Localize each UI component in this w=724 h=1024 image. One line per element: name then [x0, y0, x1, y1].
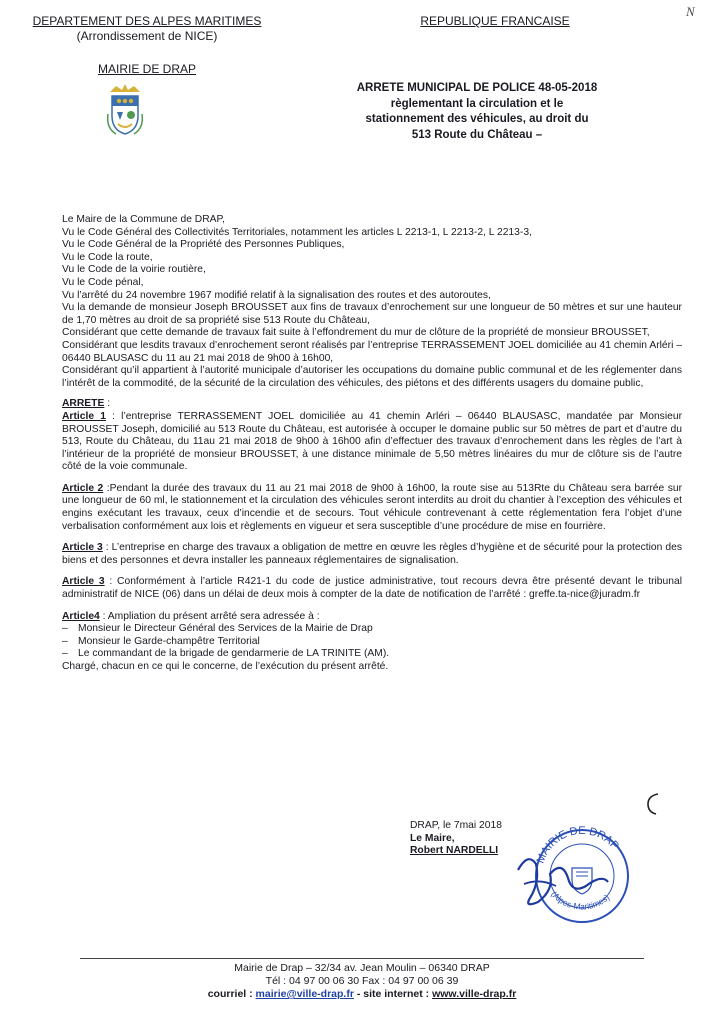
arrete-title [326, 81, 628, 143]
article-paragraph [62, 483, 682, 533]
considerant-paragraph: Considérant que lesdits travaux d’enrochement seront réalisés par l’entreprise TERRASSEMENT JOEL domiciliée au 41 chemin Arléri – 06440 BLAUSASC du 11 au 21 mai 2018 de 9h00 à 16h00, [62, 339, 682, 364]
mairie-stamp [510, 812, 650, 932]
recipient-text: Le commandant de la brigade de gendarmerie de LA TRINITE (AM). [78, 648, 390, 660]
site-label: - site internet : [353, 988, 433, 1000]
footer [80, 962, 644, 1001]
footer-contact [80, 988, 644, 1001]
dash-icon: – [62, 648, 68, 660]
footer-address: Mairie de Drap – 32/34 av. Jean Moulin – 06340 DRAP [234, 962, 490, 974]
vu-line: Vu le Code la route, [62, 251, 153, 263]
demande-paragraph: Vu la demande de monsieur Joseph BROUSSET aux fins de travaux d’enrochement sur une longueur de 50 mètres et sur une hauteur de 1,70 mètres au droit de sa propriété sise 513 Route du Château, [62, 302, 682, 326]
article-paragraph [62, 542, 682, 567]
dash-icon: – [62, 635, 68, 647]
title-line-2: règlementant la circulation et le [390, 97, 564, 110]
article-label: Article4 [62, 610, 100, 622]
article-paragraph [62, 576, 682, 601]
header-left [22, 14, 272, 44]
svg-text:(Alpes-Maritimes) [549, 889, 611, 911]
courriel-label: courriel : [207, 988, 256, 1000]
recipient-item [62, 636, 682, 649]
recipient-text: Monsieur le Directeur Général des Services de la Mairie de Drap [78, 623, 373, 635]
recipient-item [62, 648, 682, 661]
footer-rule [80, 958, 644, 959]
department-name: DEPARTEMENT DES ALPES MARITIMES [32, 14, 262, 28]
place-date: DRAP, le 7mai 2018 [410, 820, 502, 831]
vu-line: Vu le Code Général des Collectivités Territoriales, notamment les articles L 2213-1, L 2213-2, L 2213-3, [62, 226, 532, 238]
vu-line: Vu le Code Général de la Propriété des Personnes Publiques, [62, 239, 345, 251]
dash-icon: – [62, 623, 68, 635]
article-text: : Ampliation du présent arrêté sera adressée à : [99, 610, 320, 622]
title-line-3: stationnement des véhicules, au droit du [365, 113, 589, 125]
title-line-4: 513 Route du Château – [411, 128, 543, 141]
article-text: :Pendant la durée des travaux du 11 au 21 mai 2018 de 9h00 à 16h00, la route sise au 513Rte du Château sera barrée sur une longueur de 60 ml, le stationnement et la circulation des véhicules seront interdits au droit du chantier à l’exception des véhicules et engins exécutant les travaux, ceux d’incendie et de secours. Tout véhicule contrevenant à cette réglementation fera l’objet d’une verbalisation conformément aux lois et règlements en vigueur et sera susceptible d’une procédure de mise en fourrière. [62, 482, 683, 532]
stamp-top-text: MAIRIE DE DRAP [534, 824, 621, 866]
crest-logo [104, 84, 146, 136]
arrete-colon: : [104, 398, 111, 410]
mairie-name: MAIRIE DE DRAP [97, 62, 196, 76]
charge-line: Chargé, chacun en ce qui le concerne, de l’exécution du présent arrêté. [62, 661, 389, 672]
vu-line: Le Maire de la Commune de DRAP, [62, 214, 225, 225]
article-label: Article 3 [62, 576, 105, 588]
article-label: Article 3 [62, 542, 103, 554]
stamp-bottom-text: (Alpes-Maritimes) [549, 889, 612, 912]
arrondissement: (Arrondissement de NICE) [76, 29, 218, 43]
vu-line: Vu le Code pénal, [62, 276, 144, 288]
article-text: : L’entreprise en charge des travaux a obligation de mettre en œuvre les règles d’hygiène et de sécurité pour la protection des biens et des personnes et devra installer les panneaux réglementaires de signalisation. [62, 542, 682, 566]
arrete-heading [62, 398, 682, 411]
vu-line: Vu l’arrêté du 24 novembre 1967 modifié relatif à la signalisation des routes et des autoroutes, [62, 289, 491, 301]
vu-line: Vu le Code de la voirie routière, [62, 264, 206, 276]
article-label: Article 1 [62, 410, 106, 422]
website-link[interactable]: www.ville-drap.fr [432, 988, 517, 1000]
article-paragraph [62, 611, 682, 624]
considerant-paragraph: Considérant qu’il appartient à l’autorité municipale d’autoriser les occupations du domaine public communal et de les réglementer dans l’intérêt de la commodité, de la sécurité de la circulation des véhicules, des piétons et des différents usagers du domaine public, [62, 365, 682, 389]
article-paragraph [62, 411, 682, 474]
signatory-name: Robert NARDELLI [410, 845, 499, 857]
considerant-paragraph: Considérant que cette demande de travaux fait suite à l’effondrement du mur de clôture de la propriété de monsieur BROUSSET, [62, 327, 650, 339]
signatory-role: Le Maire, [410, 832, 455, 844]
recipient-text: Monsieur le Garde-champêtre Territorial [78, 635, 260, 647]
recipient-item [62, 623, 682, 636]
article-label: Article 2 [62, 482, 104, 494]
article-text: : Conformément à l’article R421-1 du code de justice administrative, tout recours devra être présenté devant le tribunal administratif de NICE (06) dans un délai de deux mois à compter de la date de notification de l’arrêté : greffe.ta-nice@juradm.fr [62, 576, 682, 601]
title-line-1: ARRETE MUNICIPAL DE POLICE 48-05-2018 [356, 82, 598, 94]
republique-francaise: REPUBLIQUE FRANCAISE [420, 14, 570, 28]
document-body [62, 214, 682, 674]
footer-phone: Tél : 04 97 00 06 30 Fax : 04 97 00 06 39 [265, 975, 459, 987]
corner-mark: N [686, 4, 695, 19]
article-text: : l’entreprise TERRASSEMENT JOEL domiciliée au 41 chemin Arléri – 06440 BLAUSASC, mandatée par Monsieur BROUSSET Joseph, domicilié au 513 Route du Château, est autorisée à occuper le domaine public sur 50 mètres de part et d’autre du 513, Route du Château, du 11au 21 mai 2018 de 9h00 à 16h00 afin d’effectuer des travaux d’enrochement dans les règles de l’art à l’intérieur de la propriété de monsieur BROUSSET, à une distance minimale de 5,50 mètres linéaires du mur de clôture sis de l’autre côté de la voie communale. [62, 410, 682, 473]
email-link[interactable]: mairie@ville-drap.fr [255, 988, 354, 1000]
arrete-label: ARRETE [62, 398, 105, 410]
